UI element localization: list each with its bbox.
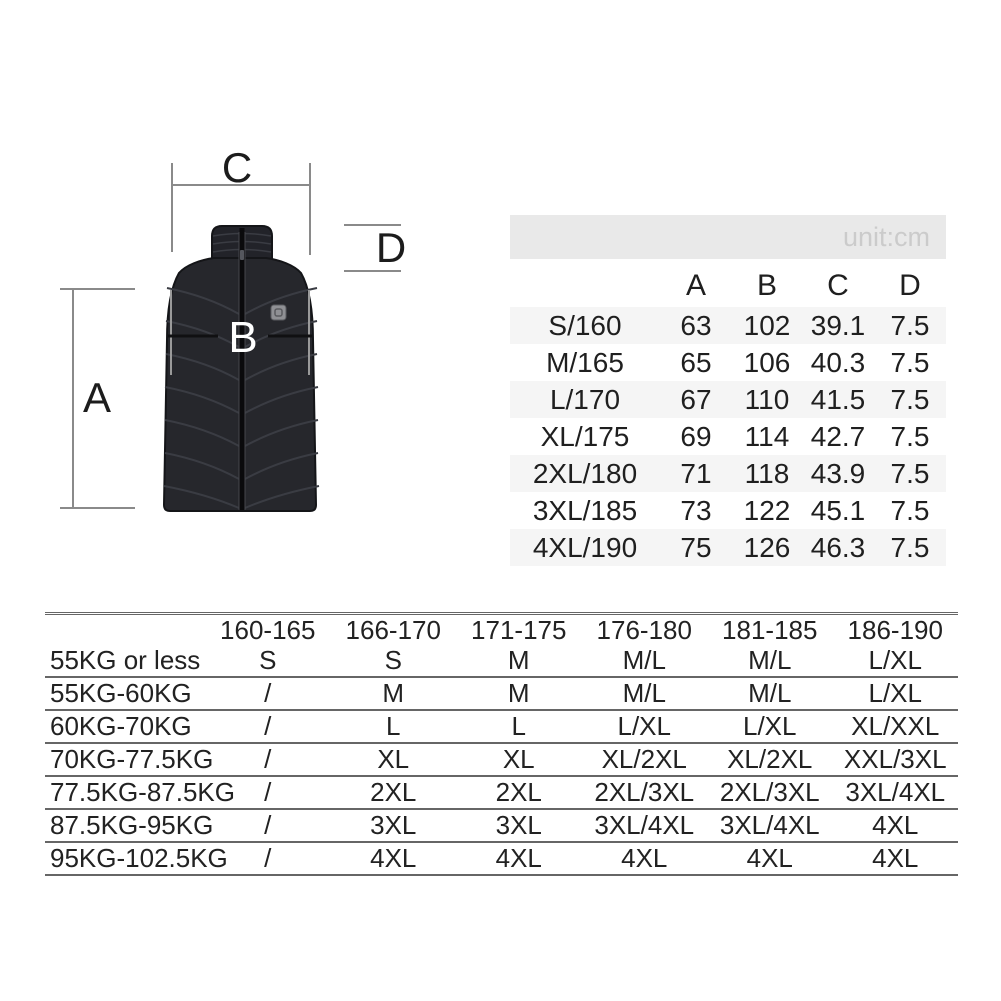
measurement-cell: 102 (743, 309, 791, 341)
fit-table-row (45, 841, 958, 874)
measurement-cell: 69 (680, 420, 712, 452)
measurement-cell: 122 (743, 494, 791, 526)
recommended-size-cell: S (259, 645, 277, 675)
measurement-cell: 7.5 (890, 494, 930, 526)
recommended-size-cell: M (507, 678, 530, 708)
recommended-size-cell: M/L (748, 678, 792, 708)
unit-label: unit:cm (842, 221, 930, 252)
weight-label-cell: 77.5KG-87.5KG (50, 777, 235, 807)
height-column-header: 176-180 (596, 614, 692, 645)
recommended-size-cell: XL (377, 744, 410, 774)
heat-button-icon (271, 305, 286, 320)
weight-label-cell: 95KG-102.5KG (50, 843, 228, 873)
size-table-column-header: A (685, 269, 706, 302)
size-table-body (510, 307, 946, 566)
measurement-cell: 7.5 (890, 420, 930, 452)
measurement-cell: 110 (744, 383, 790, 415)
size-table-row (510, 344, 946, 381)
recommended-size-cell: / (264, 678, 272, 708)
size-label-cell: 4XL/190 (532, 531, 638, 563)
height-column-header: 171-175 (471, 614, 567, 645)
recommended-size-cell: XXL/3XL (843, 744, 947, 774)
recommended-size-cell: / (264, 744, 272, 774)
measurement-cell: 46.3 (810, 531, 866, 563)
size-label-cell: XL/175 (540, 420, 630, 452)
recommended-size-cell: 4XL (872, 843, 919, 873)
recommended-size-cell: L (511, 711, 526, 741)
size-label-cell: S/160 (548, 309, 622, 341)
height-column-header: 166-170 (345, 614, 441, 645)
recommended-size-cell: M/L (748, 645, 792, 675)
fit-table-row (45, 645, 958, 676)
fit-table-row (45, 709, 958, 742)
measurement-cell: 45.1 (810, 494, 866, 526)
recommended-size-cell: 4XL (495, 843, 542, 873)
recommended-size-cell: / (264, 711, 272, 741)
recommended-size-cell: / (264, 843, 272, 873)
measurement-cell: 43.9 (810, 457, 866, 489)
measurement-cell: 40.3 (810, 346, 866, 378)
dimension-label-b: B (228, 313, 258, 362)
measurement-cell: 118 (744, 457, 790, 489)
fit-table (45, 612, 958, 876)
fit-table-row (45, 775, 958, 808)
height-column-header: 181-185 (722, 614, 818, 645)
recommended-size-cell: L/XL (743, 711, 797, 741)
recommended-size-cell: 2XL (495, 777, 542, 807)
fit-table-row (45, 676, 958, 709)
recommended-size-cell: M (507, 645, 530, 675)
measurement-cell: 7.5 (890, 309, 930, 341)
weight-label-cell: 87.5KG-95KG (50, 810, 214, 840)
measurement-cell: 7.5 (890, 383, 930, 415)
recommended-size-cell: S (384, 645, 402, 675)
measurement-cell: 73 (680, 494, 712, 526)
size-label-cell: 3XL/185 (532, 494, 638, 526)
fit-table-row (45, 808, 958, 841)
measurement-cell: 63 (680, 309, 712, 341)
recommended-size-cell: 4XL (370, 843, 417, 873)
recommended-size-cell: XL/2XL (727, 744, 813, 774)
recommended-size-cell: M/L (622, 678, 666, 708)
recommended-size-cell: L/XL (868, 678, 922, 708)
measurement-cell: 67 (680, 383, 712, 415)
size-table-column-header: D (899, 269, 921, 302)
recommended-size-cell: 4XL (872, 810, 919, 840)
recommended-size-cell: M (382, 678, 405, 708)
recommended-size-cell: 4XL (621, 843, 668, 873)
fit-table-header (45, 615, 958, 645)
recommended-size-cell: L/XL (617, 711, 671, 741)
recommended-size-cell: L (386, 711, 401, 741)
height-column-header: 186-190 (847, 614, 943, 645)
recommended-size-cell: M/L (622, 645, 666, 675)
recommended-size-cell: 2XL/3XL (719, 777, 820, 807)
size-table-row (510, 307, 946, 344)
recommended-size-cell: / (264, 810, 272, 840)
fit-table-body (45, 645, 958, 874)
size-table-row (510, 381, 946, 418)
dimension-label-d: D (375, 224, 407, 271)
zipper (239, 228, 245, 510)
height-column-header: 160-165 (220, 614, 316, 645)
recommended-size-cell: 2XL (370, 777, 417, 807)
size-table-column-header: C (827, 269, 849, 302)
weight-label-cell: 55KG or less (50, 645, 201, 675)
fit-table-row (45, 742, 958, 775)
measurement-cell: 7.5 (890, 531, 930, 563)
recommended-size-cell: 3XL/4XL (594, 810, 695, 840)
size-table-row (510, 529, 946, 566)
measurement-cell: 71 (680, 457, 712, 489)
recommended-size-cell: L/XL (868, 645, 922, 675)
recommended-size-cell: XL/XXL (851, 711, 940, 741)
size-label-cell: L/170 (549, 383, 621, 415)
vest-illustration (164, 226, 319, 511)
measurement-cell: 41.5 (810, 383, 866, 415)
measurement-cell: 7.5 (890, 346, 930, 378)
recommended-size-cell: XL/2XL (601, 744, 687, 774)
size-table-column-header: B (756, 269, 777, 302)
size-table-row (510, 418, 946, 455)
size-label-cell: M/165 (546, 346, 624, 378)
measurement-cell: 65 (680, 346, 712, 378)
measurement-cell: 7.5 (890, 457, 930, 489)
size-label-cell: 2XL/180 (532, 457, 638, 489)
size-table-row (510, 455, 946, 492)
vest-diagram (40, 140, 420, 540)
recommended-size-cell: 2XL/3XL (594, 777, 695, 807)
measurement-cell: 114 (744, 420, 790, 452)
size-table-header (510, 265, 946, 307)
measurement-cell: 126 (743, 531, 791, 563)
recommended-size-cell: / (264, 777, 272, 807)
recommended-size-cell: 4XL (746, 843, 793, 873)
measurement-cell: 75 (680, 531, 712, 563)
unit-banner (510, 215, 946, 259)
size-table-row (510, 492, 946, 529)
weight-label-cell: 55KG-60KG (50, 678, 192, 708)
weight-label-cell: 70KG-77.5KG (50, 744, 214, 774)
measurement-cell: 39.1 (810, 309, 866, 341)
recommended-size-cell: 3XL/4XL (845, 777, 946, 807)
recommended-size-cell: XL (502, 744, 535, 774)
recommended-size-cell: 3XL (370, 810, 417, 840)
dimension-label-a: A (82, 374, 112, 421)
weight-label-cell: 60KG-70KG (50, 711, 192, 741)
size-table (510, 265, 946, 566)
measurement-cell: 42.7 (810, 420, 866, 452)
recommended-size-cell: 3XL/4XL (719, 810, 820, 840)
measurement-cell: 106 (743, 346, 791, 378)
recommended-size-cell: 3XL (495, 810, 542, 840)
dimension-label-c: C (221, 144, 253, 191)
